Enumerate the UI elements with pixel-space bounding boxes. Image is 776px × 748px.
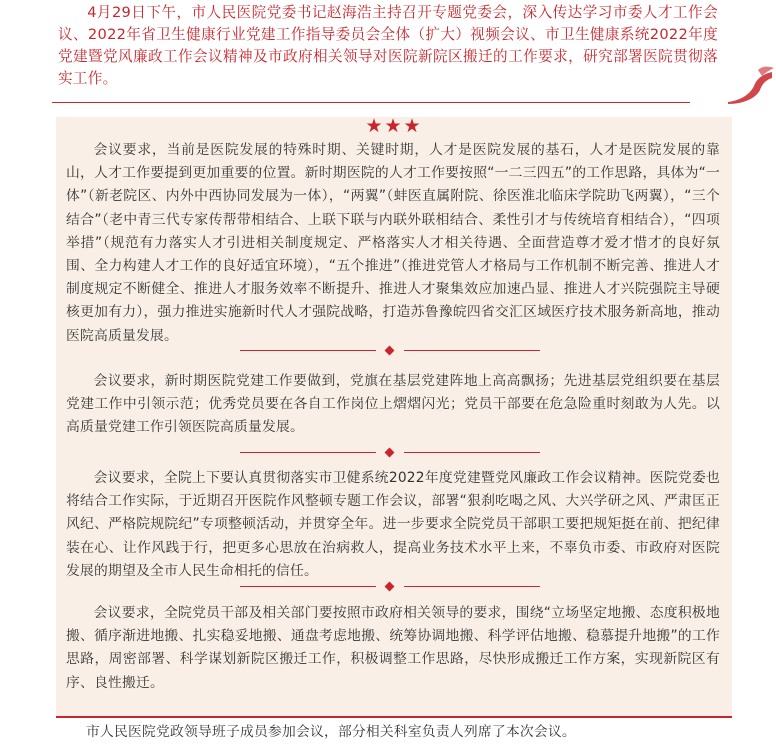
section-divider xyxy=(240,448,540,458)
intro-section xyxy=(52,0,732,108)
intro-divider-line xyxy=(52,102,690,103)
content-box xyxy=(56,117,732,717)
diamond-icon xyxy=(385,346,395,356)
footer-text: 市人民医院党政领导班子成员参加会议，部分相关科室负责人列席了本次会议。 xyxy=(86,724,576,740)
stars-icon: ★★★ xyxy=(365,115,423,137)
intro-paragraph: 4月29日下午，市人民医院党委书记赵海浩主持召开专题党委会，深入传达学习市委人才工作会议、2022年省卫生健康行业党建工作指导委员会全体（扩大）视频会议、市卫生健康系统2022年度党建暨党风廉政工作会议精神及市政府相关领导对医院新院区搬迁的工作要求，研究部署医院贯彻落实工作。 xyxy=(58,4,718,87)
section-divider xyxy=(240,582,540,592)
diamond-icon xyxy=(385,448,395,458)
paragraph-party-building: 会议要求，新时期医院党建工作要做到，党旗在基层党建阵地上高高飘扬；先进基层党组织要在基层党建工作中引领示范；优秀党员要在各自工作岗位上熠熠闪光；党员干部要在危急险重时刻敢为人先。以高质量党建工作引领医院高质量发展。 xyxy=(66,373,720,436)
content-bottom-line xyxy=(56,716,732,718)
paragraph-relocation: 会议要求，全院党员干部及相关部门要按照市政府相关领导的要求，围绕“立场坚定地搬、态度积极地搬、循序渐进地搬、扎实稳妥地搬、通盘考虑地搬、统筹协调地搬、科学评估地搬、稳慕提升地搬”的工作思路，周密部署、科学谋划新院区搬迁工作，积极调整工作思路，尽快形成搬迁工作方案，实现新院区有序、良性搬迁。 xyxy=(66,605,720,691)
diamond-icon xyxy=(385,582,395,592)
ribbon-decoration-icon xyxy=(728,64,776,104)
paragraph-discipline: 会议要求，全院上下要认真贯彻落实市卫健系统2022年度党建暨党风廉政工作会议精神。医院党委也将结合工作实际，于近期召开医院作风整顿专题工作会议，部署“狠刹吃喝之风、大兴学研之风、严肃匡正风纪、严格院规院纪”专项整顿活动，并贯穿全年。进一步要求全院党员干部职工要把规矩挺在前、把纪律装在心、让作风践于行，把更多心思放在治病救人，提高业务技术水平上来，不辜负市委、市政府对医院发展的期望及全市人民生命相托的信任。 xyxy=(66,470,720,579)
section-divider xyxy=(240,346,540,356)
paragraph-talent: 会议要求，当前是医院发展的特殊时期、关键时期，人才是医院发展的基石，人才是医院发展的靠山，人才工作要提到更加重要的位置。新时期医院的人才工作要按照“一二三四五”的工作思路，具体为“一体”（新老院区、内外中西协同发展为一体），“两翼”（蚌医直属附院、徐医淮北临床学院助飞两翼），“三个结合”（老中青三代专家传帮带相结合、上联下联与内联外联相结合、柔性引才与传统培育相结合），“四项举措”（规范有力落实人才引进相关制度规定、严格落实人才相关待遇、全面营造尊才爱才惜才的良好氛围、全力构建人才工作的良好适宜环境），“五个推进”（推进党管人才格局与工作机制不断完善、推进人才制度规定不断健全、推进人才服务效率不断提升、推进人才聚集效应加速凸显、推进人才兴院强院主导硬核更加有力），强力推进实施新时代人才强院战略，打造苏鲁豫皖四省交汇区域医疗技术服务新高地，推动医院高质量发展。 xyxy=(66,142,720,344)
